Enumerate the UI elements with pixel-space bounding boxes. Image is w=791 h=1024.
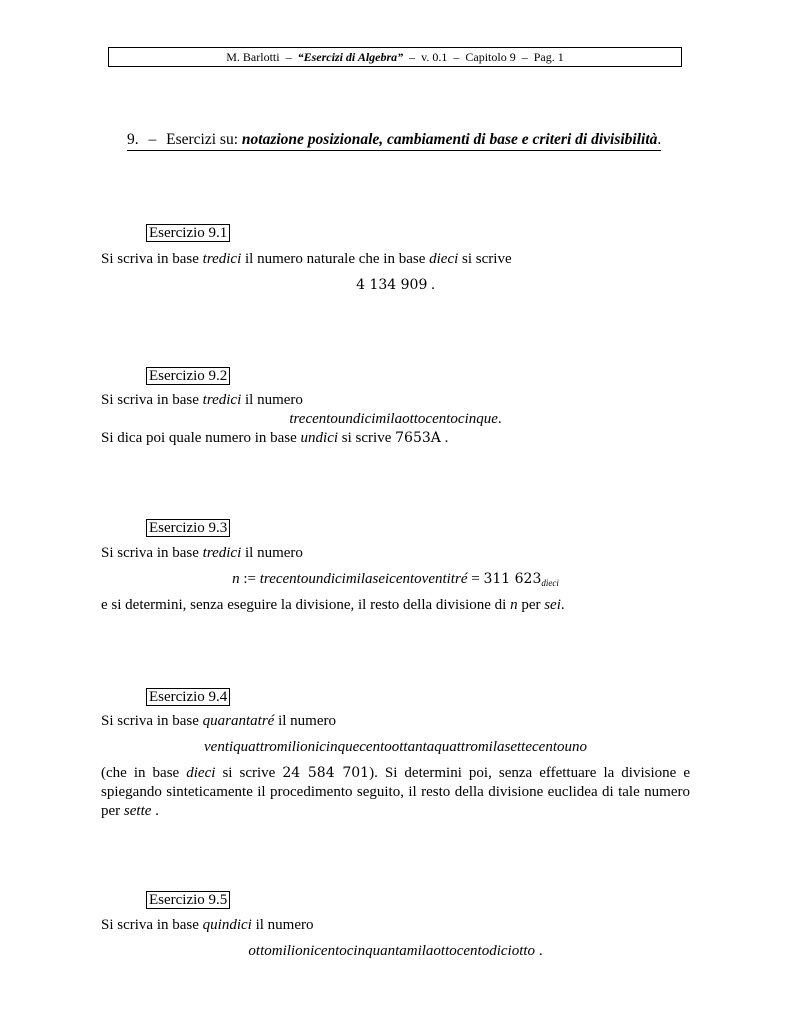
exercise-statement bbox=[101, 597, 565, 614]
math-subscript: dieci bbox=[541, 578, 559, 588]
math-var: n bbox=[232, 571, 240, 587]
math-words: ventiquattromilionicinquecentoottantaquattromilasettecentouno bbox=[204, 739, 587, 755]
text-run: si scrive bbox=[338, 430, 396, 446]
text-run: ). Si determini poi, senza effettuare la divisione e spiegando sinteticamente il procedimento seguito, il resto della divisione euclidea di tale numero per bbox=[101, 765, 690, 819]
text-run: Si scriva in base bbox=[101, 545, 203, 561]
exercise-title: Esercizio 9.3 bbox=[146, 519, 230, 537]
exercise-statement bbox=[101, 917, 313, 934]
text-run: Si scriva in base bbox=[101, 392, 203, 408]
chapter-dash: – bbox=[148, 131, 157, 148]
text-run: . bbox=[427, 277, 435, 293]
text-run: Si scriva in base bbox=[101, 713, 203, 729]
header-dash: – bbox=[285, 49, 292, 64]
text-run: tredici bbox=[202, 251, 242, 267]
exercise-statement bbox=[101, 545, 303, 562]
text-run: . bbox=[535, 943, 543, 959]
text-run: Si scriva in base bbox=[101, 251, 203, 267]
math-value: 311 623 bbox=[483, 571, 542, 587]
exercise-statement bbox=[101, 713, 336, 730]
exercise-title: Esercizio 9.2 bbox=[146, 367, 230, 385]
text-run: Si dica poi quale numero in base bbox=[101, 430, 301, 446]
header-chapter: Capitolo 9 bbox=[465, 49, 516, 64]
header-dash: – bbox=[521, 49, 528, 64]
math-value: 4 134 909 bbox=[356, 277, 428, 293]
text-run: dieci bbox=[429, 251, 459, 267]
chapter-end: . bbox=[657, 131, 662, 148]
chapter-number: 9. bbox=[127, 131, 139, 148]
math-op: = bbox=[467, 571, 484, 587]
header-dash: – bbox=[409, 49, 416, 64]
text-run: il numero bbox=[241, 545, 303, 561]
text-run: dieci bbox=[186, 765, 216, 781]
display-formula bbox=[0, 411, 791, 428]
text-run: . bbox=[151, 803, 159, 819]
text-run: Si scriva in base bbox=[101, 917, 203, 933]
header-book-title: “Esercizi di Algebra” bbox=[297, 49, 404, 64]
math-words: trecentoundicimilaseicentoventitré bbox=[259, 571, 468, 587]
math-value: 7653A bbox=[395, 430, 441, 446]
text-run: . bbox=[497, 411, 502, 427]
text-run: quindici bbox=[202, 917, 252, 933]
text-run: sette bbox=[123, 803, 152, 819]
math-var: n bbox=[510, 597, 518, 613]
text-run: sei bbox=[544, 597, 561, 613]
math-words: ottomilionicentocinquantamilaottocentodiciotto bbox=[248, 943, 536, 959]
math-op: := bbox=[239, 571, 260, 587]
text-run: il numero bbox=[241, 392, 303, 408]
exercise-statement bbox=[101, 430, 448, 447]
exercise-statement bbox=[101, 392, 303, 409]
math-value: 24 584 701 bbox=[282, 765, 370, 781]
text-run: . bbox=[560, 597, 565, 613]
text-run: undici bbox=[300, 430, 339, 446]
display-formula bbox=[0, 571, 791, 588]
chapter-topic: notazione posizionale, cambiamenti di base e criteri di divisibilità bbox=[241, 131, 658, 148]
display-formula bbox=[0, 739, 791, 756]
running-header bbox=[108, 47, 682, 67]
header-page: Pag. 1 bbox=[533, 49, 564, 64]
text-run: si scrive bbox=[215, 765, 283, 781]
chapter-heading bbox=[127, 131, 661, 151]
chapter-prefix: Esercizi su: bbox=[166, 131, 239, 148]
text-run: il numero bbox=[251, 917, 314, 933]
exercise-title: Esercizio 9.5 bbox=[146, 891, 230, 909]
text-run: quarantatré bbox=[202, 713, 275, 729]
exercise-paragraph bbox=[101, 764, 690, 821]
display-formula bbox=[0, 277, 791, 294]
text-run: e si determini, senza eseguire la divisione, il resto della divisione di bbox=[101, 597, 511, 613]
text-run: il numero bbox=[274, 713, 336, 729]
header-dash: – bbox=[453, 49, 460, 64]
math-words: trecentoundicimilaottocentocinque bbox=[289, 411, 498, 427]
text-run: si scrive bbox=[458, 251, 512, 267]
header-author: M. Barlotti bbox=[226, 49, 280, 64]
text-run: . bbox=[440, 430, 449, 446]
text-run: (che in base bbox=[101, 765, 187, 781]
exercise-title: Esercizio 9.4 bbox=[146, 688, 230, 706]
text-run: tredici bbox=[202, 392, 242, 408]
exercise-statement bbox=[101, 251, 512, 268]
header-version: v. 0.1 bbox=[421, 49, 448, 64]
text-run: tredici bbox=[202, 545, 242, 561]
text-run: il numero naturale che in base bbox=[241, 251, 430, 267]
display-formula bbox=[0, 943, 791, 960]
exercise-title: Esercizio 9.1 bbox=[146, 224, 230, 242]
text-run: per bbox=[517, 597, 545, 613]
